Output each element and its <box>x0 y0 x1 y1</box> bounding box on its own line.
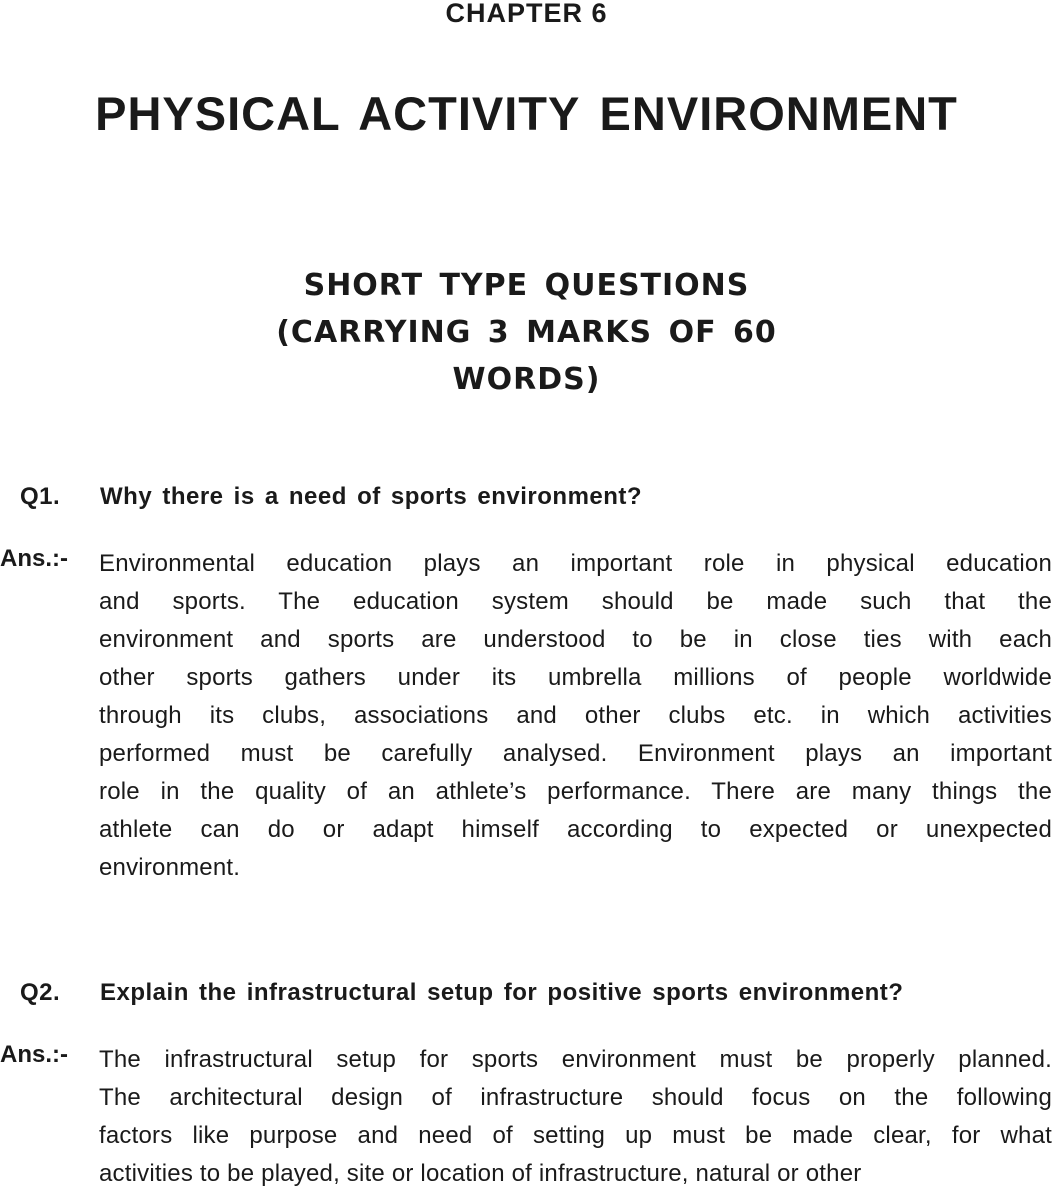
question-block <box>0 483 1053 887</box>
answer-label: Ans.:- <box>0 1041 68 1068</box>
answer-text <box>99 545 1052 887</box>
section-heading-line: WORDS) <box>452 362 601 397</box>
question-block <box>0 979 1053 1193</box>
answer-line: Environmental education plays an important role in physical education <box>99 550 1052 577</box>
question-text: Explain the infrastructural setup for positive sports environment? <box>100 979 904 1006</box>
question-number: Q2. <box>20 979 61 1006</box>
answer-line: activities to be played, site or location of infrastructure, natural or other <box>99 1160 862 1187</box>
answer-row <box>0 1041 1053 1193</box>
section-heading-line: SHORT TYPE QUESTIONS <box>303 268 750 303</box>
question-text: Why there is a need of sports environment? <box>100 483 643 510</box>
answer-label: Ans.:- <box>0 545 68 572</box>
question-row <box>0 483 1053 515</box>
answer-line: athlete can do or adapt himself according to expected or unexpected <box>99 816 1052 843</box>
answer-row <box>0 545 1053 887</box>
answer-line: environment and sports are understood to be in close ties with each <box>99 626 1052 653</box>
answer-line: other sports gathers under its umbrella millions of people worldwide <box>99 664 1052 691</box>
answer-line: factors like purpose and need of setting up must be made clear, for what <box>99 1122 1052 1149</box>
answer-line: role in the quality of an athlete’s performance. There are many things the <box>99 778 1052 805</box>
answer-line: through its clubs, associations and other clubs etc. in which activities <box>99 702 1052 729</box>
answer-text <box>99 1041 1052 1193</box>
answer-line: environment. <box>99 854 241 881</box>
question-number: Q1. <box>20 483 61 510</box>
chapter-label: CHAPTER 6 <box>445 0 608 28</box>
answer-line: The infrastructural setup for sports environment must be properly planned. <box>99 1046 1052 1073</box>
answer-line: The architectural design of infrastructure should focus on the following <box>99 1084 1052 1111</box>
chapter-title: PHYSICAL ACTIVITY ENVIRONMENT <box>95 87 958 140</box>
question-row <box>0 979 1053 1011</box>
answer-line: performed must be carefully analysed. Environment plays an important <box>99 740 1052 767</box>
answer-line: and sports. The education system should be made such that the <box>99 588 1052 615</box>
section-heading-line: (CARRYING 3 MARKS OF 60 <box>276 315 777 350</box>
section-heading <box>0 262 1053 403</box>
